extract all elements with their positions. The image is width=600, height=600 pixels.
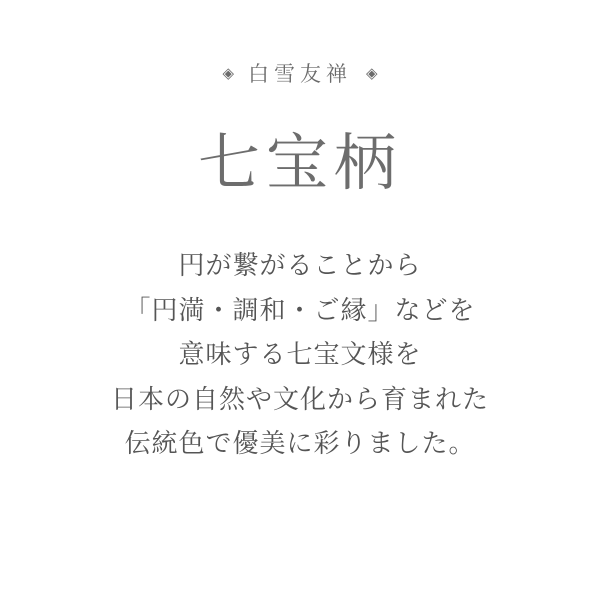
diamond-ornament-left-icon: ◈ — [222, 65, 234, 82]
description-line: 円が繋がることから — [178, 251, 422, 281]
page-title: 七宝柄 — [197, 126, 402, 199]
description-block — [111, 250, 489, 461]
brand-name: 白雪友禅 — [248, 62, 352, 86]
description-line: 伝統色で優美に彩りました。 — [124, 429, 476, 459]
diamond-ornament-right-icon: ◈ — [366, 65, 378, 82]
description-line: 「円満・調和・ご縁」などを — [124, 295, 476, 326]
description-line: 日本の自然や文化から育まれた — [110, 384, 489, 415]
brand-header — [222, 58, 377, 88]
description-line: 意味する七宝文様を — [178, 340, 422, 370]
